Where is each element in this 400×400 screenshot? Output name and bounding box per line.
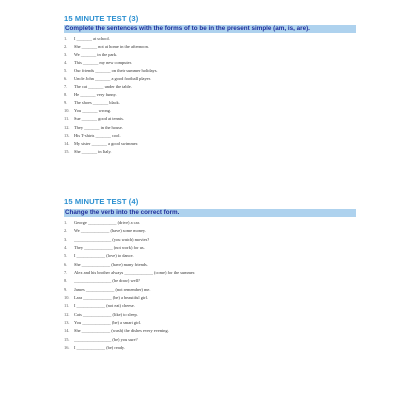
exercise-item (64, 294, 356, 302)
exercise-item (64, 327, 356, 335)
item-sentence: His T-shirts _______ cool. (74, 132, 121, 138)
item-sentence: James _____________ (not remember) me. (74, 286, 151, 292)
item-sentence: They _____________ (not work) for us. (74, 245, 145, 251)
item-sentence: Our friends _______ on their summer holidays. (74, 68, 158, 74)
exercise-item (64, 99, 356, 107)
exercise-item (64, 311, 356, 319)
exercise-item (64, 261, 356, 269)
exercise-item (64, 140, 356, 148)
item-number: 15. (64, 336, 70, 342)
item-sentence: She _______ not at home in the afternoon. (74, 44, 149, 50)
item-sentence: We _______ in the park. (74, 52, 118, 58)
exercise-item (64, 344, 356, 352)
item-sentence: Sue _______ good at tennis. (74, 116, 124, 122)
item-number: 9. (64, 100, 68, 106)
exercise-item (64, 124, 356, 132)
item-number: 9. (64, 286, 68, 292)
exercise-item (64, 67, 356, 75)
item-number: 5. (64, 68, 68, 74)
item-number: 4. (64, 60, 68, 66)
exercise-item (64, 319, 356, 327)
item-number: 15. (64, 148, 70, 154)
exercise-item (64, 244, 356, 252)
item-number: 11. (64, 116, 70, 122)
exercise-item (64, 59, 356, 67)
item-number: 13. (64, 132, 70, 138)
exercise-item (64, 302, 356, 310)
item-sentence: Cats _____________ (like) to sleep. (74, 311, 138, 317)
item-number: 7. (64, 270, 68, 276)
test-3-instruction: Complete the sentences with the forms of to be in the present simple (am, is, are). (64, 25, 356, 33)
test-4-title: 15 MINUTE TEST (4) (64, 197, 139, 206)
item-number: 3. (64, 52, 68, 58)
item-number: 14. (64, 140, 70, 146)
exercise-item (64, 277, 356, 285)
item-number: 16. (64, 345, 70, 351)
item-sentence: The cat _______ under the table. (74, 84, 132, 90)
item-number: 2. (64, 228, 68, 234)
item-number: 3. (64, 236, 68, 242)
item-sentence: Alex and his brother always _____________ (come) for the summer. (74, 270, 196, 276)
item-sentence: He _______ very funny. (74, 92, 117, 98)
exercise-item (64, 148, 356, 156)
exercise-item (64, 91, 356, 99)
item-sentence: George _____________ (drive) a car. (74, 220, 140, 225)
exercise-item (64, 35, 356, 43)
item-sentence: My sister _______ a good swimmer. (74, 140, 139, 146)
item-number: 13. (64, 320, 70, 326)
item-sentence: _________________ (he draw) well? (74, 278, 140, 284)
item-number: 1. (64, 220, 68, 225)
item-sentence: She _____________ (have) many friends. (74, 261, 148, 267)
exercise-item (64, 115, 356, 123)
exercise-item (64, 227, 356, 235)
exercise-item (64, 269, 356, 277)
exercise-item (64, 252, 356, 260)
item-number: 12. (64, 311, 70, 317)
item-number: 8. (64, 278, 68, 284)
item-sentence: I _____________ (not eat) cheese. (74, 303, 135, 309)
exercise-item (64, 43, 356, 51)
exercise-item (64, 83, 356, 91)
exercise-item (64, 286, 356, 294)
item-sentence: You _____________ (be) a smart girl. (74, 320, 142, 326)
item-number: 2. (64, 44, 68, 50)
item-number: 12. (64, 124, 70, 130)
test-3-section (64, 14, 356, 156)
item-sentence: She _____________ (wash) the dishes every evening. (74, 328, 169, 334)
item-sentence: _________________ (be) you sure? (74, 336, 138, 342)
item-sentence: I _____________ (be) ready. (74, 345, 125, 351)
test-4-instruction: Change the verb into the correct form. (64, 209, 356, 217)
item-sentence: I _______ at school. (74, 36, 110, 41)
item-number: 1. (64, 36, 68, 41)
item-sentence: Uncle John _______ a good football player. (74, 76, 151, 82)
item-sentence: They _______ in the house. (74, 124, 123, 130)
test-3-title: 15 MINUTE TEST (3) (64, 14, 139, 23)
item-sentence: Lara _____________ (be) a beautiful girl. (74, 295, 148, 301)
exercise-item (64, 75, 356, 83)
item-number: 8. (64, 92, 68, 98)
item-number: 5. (64, 253, 68, 259)
item-sentence: We _____________ (have) some money. (74, 228, 146, 234)
item-number: 10. (64, 108, 70, 114)
exercise-item (64, 107, 356, 115)
exercise-item (64, 336, 356, 344)
exercise-item (64, 51, 356, 59)
item-sentence: This _______ my new computer. (74, 60, 132, 66)
exercise-item (64, 132, 356, 140)
item-number: 6. (64, 76, 68, 82)
item-sentence: You _______ wrong. (74, 108, 111, 114)
test-3-items (64, 35, 356, 156)
item-number: 4. (64, 245, 68, 251)
item-number: 14. (64, 328, 70, 334)
item-sentence: The shoes _______ black. (74, 100, 120, 106)
item-sentence: _________________ (you watch) movies? (74, 236, 150, 242)
item-number: 11. (64, 303, 70, 309)
item-number: 6. (64, 261, 68, 267)
exercise-item (64, 236, 356, 244)
item-sentence: She _______ in Italy. (74, 148, 112, 154)
test-4-items (64, 219, 356, 353)
item-number: 7. (64, 84, 68, 90)
item-number: 10. (64, 295, 70, 301)
test-4-section (64, 197, 356, 353)
exercise-item (64, 219, 356, 227)
item-sentence: I _____________ (love) to dance. (74, 253, 134, 259)
